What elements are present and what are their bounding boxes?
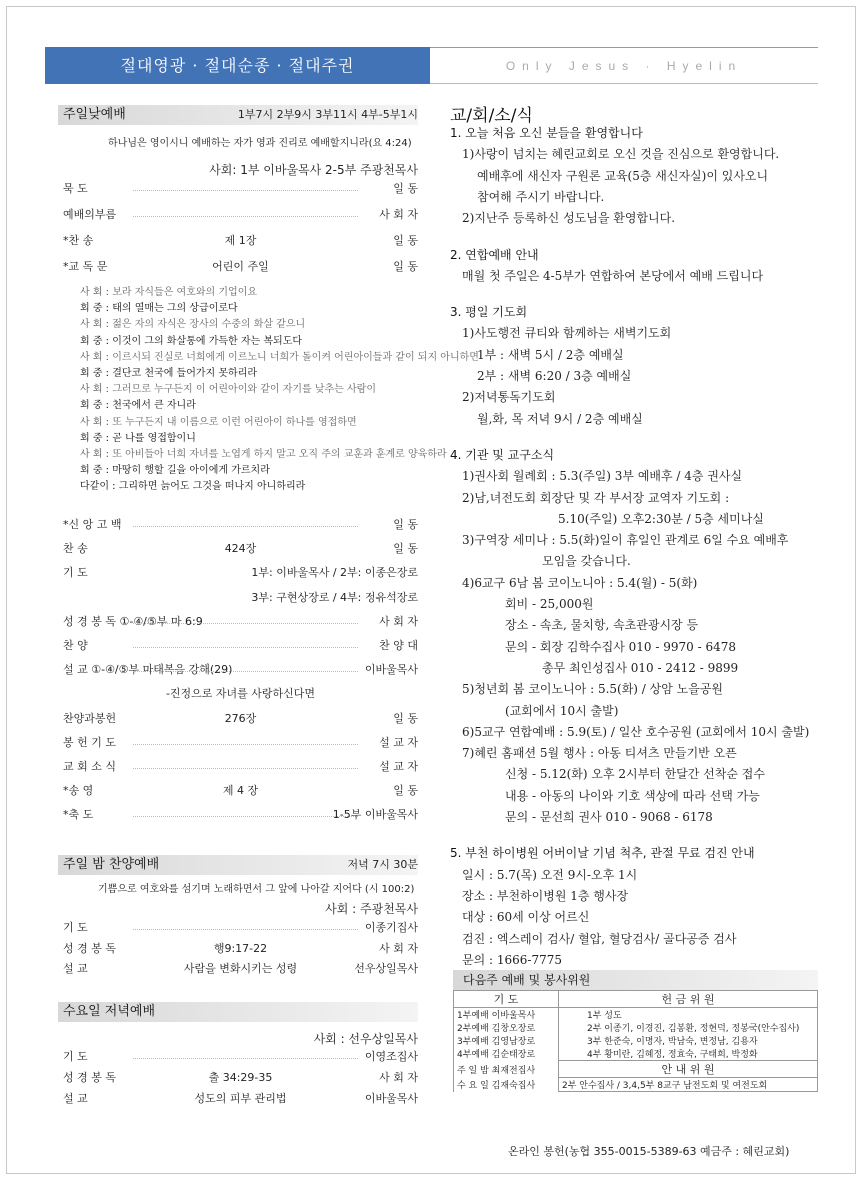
news-line: 신청 - 5.12(화) 오후 2시부터 한달간 선착순 접수 [505, 767, 765, 782]
order-label: *교 독 문 [63, 260, 108, 273]
header-tagline: Only Jesus · Hyelin [430, 47, 818, 84]
order-right: 찬 양 대 [379, 639, 418, 652]
leader-dots [133, 216, 358, 217]
responsive-line [80, 315, 305, 330]
order-center: 행9:17-22 [213, 941, 268, 955]
order-row [63, 710, 418, 726]
responsive-text: 결단코 천국에 들어가지 못하리라 [112, 368, 258, 379]
order-label: 찬양과봉헌 [63, 711, 117, 725]
order-row [63, 685, 418, 701]
order-label: 예배의부름 [63, 208, 117, 221]
leader-dots [133, 1058, 358, 1059]
responsive-speaker: 사 회 : [80, 384, 113, 396]
responsive-speaker: 회 중 : [80, 303, 113, 315]
news-line: 참여해 주시기 바랍니다. [477, 189, 605, 204]
offering-service: 4부 [587, 1050, 605, 1060]
offering-service: 1부 [587, 1011, 605, 1021]
leader-dots [133, 671, 358, 672]
responsive-speaker: 회 중 : [80, 400, 113, 412]
order-label: 성 경 봉 독 ①-④/⑤부 마 6:9 [63, 614, 203, 628]
leader-dots [133, 623, 358, 624]
order-row [63, 734, 418, 750]
prayer-cell [454, 1047, 559, 1061]
online-offering: 온라인 봉헌(농협 355-0015-5389-63 예금주 : 혜린교회) [508, 1145, 790, 1158]
prayer-service: 주 일 밤 [457, 1065, 492, 1076]
order-center: 제 4 장 [222, 784, 259, 798]
prayer-cell [454, 1034, 559, 1047]
order-right: 사 회 자 [379, 941, 418, 955]
order-row [63, 232, 418, 248]
order-label: *축 도 [63, 808, 94, 822]
offering-col-header: 헌 금 위 원 [559, 991, 818, 1008]
sunday-service-times: 1부7시 2부9시 3부11시 4부-5부1시 [237, 108, 418, 121]
volunteer-table [453, 990, 818, 1092]
sunday-night-time: 저녁 7시 30분 [347, 858, 418, 871]
sunday-service-header [58, 105, 418, 125]
order-row [63, 661, 418, 677]
responsive-text: 젊은 자의 자식은 장사의 수중의 화살 같으니 [112, 319, 306, 331]
order-row [63, 1069, 418, 1085]
responsive-line [80, 332, 302, 347]
wednesday-title: 수요일 저녁예배 [63, 1004, 156, 1019]
news-title: 교/회/소/식 [450, 106, 533, 126]
order-row [63, 564, 418, 580]
order-row [63, 919, 418, 935]
responsive-text: 보라 자식들은 여호와의 기업이요 [112, 287, 258, 298]
order-right: 선우상일목사 [354, 962, 418, 975]
responsive-line [80, 364, 257, 379]
news-line: 일시 : 5.7(목) 오전 9시-오후 1시 [462, 867, 638, 882]
order-right: 1-5부 이바울목사 [332, 808, 418, 822]
responsive-speaker: 다같이 : [80, 481, 119, 493]
offering-service: 3부 [587, 1037, 605, 1047]
news-line: 5)청년회 봄 코이노니아 : 5.5(화) / 상암 노을공원 [462, 682, 724, 697]
responsive-text: 곧 나를 영접함이니 [112, 432, 196, 444]
news-heading: 4. 기관 및 교구소식 [450, 447, 555, 462]
news-line: 문의 : 1666-7775 [462, 952, 562, 967]
order-label: 기 도 [63, 566, 88, 580]
prayer-name: 이바울목사 [491, 1011, 536, 1021]
wednesday-header [58, 1002, 418, 1022]
prayer-cell [454, 1061, 559, 1078]
order-row [63, 589, 418, 605]
responsive-speaker: 사 회 : [80, 416, 113, 428]
news-line: (교회에서 10시 출발) [505, 703, 619, 718]
offering-names: 황미란, 김혜정, 정효숙, 구태희, 박정화 [604, 1050, 758, 1060]
responsive-speaker: 회 중 : [80, 368, 113, 379]
order-right: 일 동 [393, 711, 418, 725]
offering-cell [559, 1034, 818, 1047]
responsive-line [80, 283, 257, 298]
responsive-speaker: 회 중 : [80, 465, 113, 477]
prayer-name: 김순태장로 [491, 1050, 536, 1061]
news-line: 매월 첫 주일은 4-5부가 연합하여 본당에서 예배 드립니다 [462, 268, 764, 283]
news-line: 문의 - 회장 김학수집사 010 - 9970 - 6478 [505, 639, 736, 654]
sunday-night-verse: 기쁨으로 여호와를 섬기며 노래하면서 그 앞에 나아갈 지어다 (시 100:2) [98, 884, 415, 895]
news-heading: 3. 평일 기도회 [450, 305, 528, 320]
news-line: 2부 : 새벽 6:20 / 3층 예배실 [477, 369, 632, 383]
responsive-speaker: 사 회 : [80, 319, 113, 331]
responsive-text: 또 누구든지 내 이름으로 이런 어린아이 하나를 영접하면 [112, 416, 357, 428]
responsive-speaker: 사 회 : [80, 449, 113, 460]
order-right: 3부: 구현상장로 / 4부: 정유석장로 [251, 590, 418, 604]
prayer-name: 김영남장로 [491, 1037, 536, 1047]
prayer-cell [454, 1021, 559, 1034]
responsive-text: 또 아비들아 너희 자녀를 노엽게 하지 말고 오직 주의 교훈과 훈계로 양육하라 [112, 449, 447, 460]
order-right: 설 교 자 [379, 735, 418, 749]
responsive-line [80, 348, 479, 363]
ushers-cell: 2부 안수집사 / 3,4,5부 8교구 남전도회 및 여전도회 [559, 1078, 818, 1092]
order-label: 찬 송 [63, 542, 88, 556]
news-line: 총무 최인성집사 010 - 2412 - 9899 [542, 660, 739, 675]
responsive-line [80, 380, 376, 395]
order-right: 사 회 자 [379, 208, 418, 221]
responsive-line [80, 396, 196, 411]
order-row [63, 806, 418, 822]
order-row [63, 940, 418, 956]
order-row [63, 1048, 418, 1064]
offering-cell [559, 1021, 818, 1034]
news-line: 7)혜린 홈패션 5월 행사 : 아동 티셔츠 만들기반 오픈 [462, 746, 737, 761]
header-banner: 절대영광 · 절대순종 · 절대주권 [45, 47, 430, 84]
order-label: 기 도 [63, 921, 88, 934]
order-right: 이바울목사 [364, 1092, 418, 1105]
sunday-presider: 사회: 1부 이바울목사 2-5부 주광천목사 [209, 163, 418, 177]
offering-names: 이종기, 이경진, 김봉환, 정현덕, 정봉국(안수집사) [604, 1024, 800, 1034]
order-label: *송 영 [63, 784, 94, 798]
news-line: 장소 : 부천하이병원 1층 행사장 [462, 888, 629, 903]
prayer-name: 김창오장로 [491, 1024, 536, 1034]
sunday-service-title: 주일낮예배 [63, 107, 126, 122]
order-right: 사 회 자 [379, 614, 418, 628]
order-label: 교 회 소 식 [63, 760, 116, 773]
order-center: 424장 [224, 542, 257, 556]
order-row [63, 180, 418, 196]
prayer-name: 김재숙집사 [491, 1081, 536, 1091]
leader-dots [133, 816, 358, 817]
prayer-cell [454, 1008, 559, 1022]
responsive-text: 그리하면 늙어도 그것을 떠나지 아니하리라 [118, 481, 306, 493]
news-line: 2)지난주 등록하신 성도님을 환영합니다. [462, 211, 676, 226]
order-right: 일 동 [393, 182, 418, 195]
prayer-col-header: 기 도 [454, 991, 559, 1008]
news-line: 검진 : 엑스레이 검사/ 혈압, 혈당검사/ 골다공증 검사 [462, 931, 737, 946]
order-right: 이종기집사 [364, 921, 418, 934]
responsive-text: 이것이 그의 화살통에 가득한 자는 복되도다 [112, 335, 303, 347]
order-row [63, 758, 418, 774]
leader-dots [133, 647, 358, 648]
news-line: 2)저녁통독기도회 [462, 390, 556, 405]
news-line: 대상 : 60세 이상 어르신 [462, 910, 590, 925]
leader-dots [133, 929, 358, 930]
prayer-service: 수 요 일 [457, 1081, 492, 1091]
leader-dots [133, 526, 358, 527]
next-week-title: 다음주 예배 및 봉사위원 [463, 973, 591, 987]
prayer-cell [454, 1078, 559, 1092]
order-row [63, 516, 418, 532]
order-center: 출 34:29-35 [208, 1071, 273, 1084]
offering-names: 한준숙, 이명자, 박남숙, 변정남, 김용자 [604, 1037, 758, 1047]
order-label: 찬 양 [63, 639, 88, 652]
order-row [63, 1090, 418, 1106]
leader-dots [133, 744, 358, 745]
order-row [63, 613, 418, 629]
order-label: *신 앙 고 백 [63, 518, 122, 531]
order-label: 설 교 [63, 962, 88, 975]
responsive-line [80, 445, 447, 460]
ushers-header: 안 내 위 원 [559, 1061, 818, 1078]
order-label: 묵 도 [63, 182, 88, 195]
news-line: 6)5교구 연합예배 : 5.9(토) / 일산 호수공원 (교회에서 10시 출발) [462, 724, 810, 739]
news-line: 내용 - 아동의 나이와 기호 색상에 따라 선택 가능 [505, 788, 760, 803]
order-label: 설 교 ①-④/⑤부 마태복음 강해(29) [63, 663, 233, 677]
responsive-text: 그러므로 누구든지 이 어린아이와 같이 자기를 낮추는 사람이 [112, 384, 376, 396]
sunday-night-title: 주일 밤 찬양예배 [63, 857, 160, 872]
news-line: 1)권사회 월례회 : 5.3(주일) 3부 예배후 / 4층 권사실 [462, 469, 743, 484]
leader-dots [133, 190, 358, 191]
offering-cell [559, 1008, 818, 1022]
order-right: 이바울목사 [364, 663, 418, 677]
responsive-line [80, 477, 305, 492]
prayer-service: 4부예배 [457, 1050, 492, 1061]
order-right: 설 교 자 [379, 760, 418, 773]
leader-dots [133, 768, 358, 769]
responsive-line [80, 299, 238, 314]
news-line: 5.10(주일) 오후2:30분 / 5층 세미나실 [558, 511, 764, 526]
responsive-text: 이르시되 진실로 너희에게 이르노니 너희가 돌이켜 어린아이들과 같이 되지 아니하면 [112, 351, 479, 363]
responsive-line [80, 429, 196, 444]
news-line: 문의 - 문선희 권사 010 - 9068 - 6178 [505, 810, 713, 824]
news-line: 4)6교구 6남 봄 코이노니아 : 5.4(월) - 5(화) [462, 575, 698, 590]
order-right: 일 동 [393, 542, 418, 556]
responsive-speaker: 사 회 : [80, 287, 113, 298]
news-heading: 1. 오늘 처음 오신 분들을 환영합니다 [450, 126, 643, 140]
news-heading: 5. 부천 하이병원 어버이날 기념 척추, 관절 무료 검진 안내 [450, 846, 755, 861]
responsive-speaker: 회 중 : [80, 335, 113, 347]
responsive-line [80, 461, 270, 476]
order-right: 일 동 [393, 260, 418, 273]
news-line: 1부 : 새벽 5시 / 2층 예배실 [477, 347, 624, 362]
news-line: 2)남,녀전도회 회장단 및 각 부서장 교역자 기도회 : [462, 490, 730, 505]
order-label: 성 경 봉 독 [63, 1071, 116, 1084]
order-label: *찬 송 [63, 234, 94, 247]
order-label: 기 도 [63, 1050, 88, 1063]
sunday-night-presider: 사회 : 주광천목사 [325, 902, 418, 916]
offering-cell [559, 1047, 818, 1061]
news-line: 회비 - 25,000원 [505, 597, 594, 611]
order-right: 1부: 이바울목사 / 2부: 이종은장로 [251, 566, 418, 580]
prayer-service: 3부예배 [457, 1037, 492, 1047]
responsive-text: 천국에서 큰 자니라 [112, 400, 196, 412]
order-center: 사람을 변화시키는 성령 [183, 962, 298, 975]
order-right: 일 동 [393, 784, 418, 798]
wednesday-presider: 사회 : 선우상일목사 [313, 1032, 418, 1046]
order-row [63, 540, 418, 556]
prayer-name: 최재전집사 [491, 1065, 536, 1076]
sunday-night-header [58, 855, 418, 875]
order-label: 설 교 [63, 1092, 88, 1105]
order-label: 봉 헌 기 도 [63, 735, 116, 749]
prayer-service: 1부예배 [457, 1011, 492, 1021]
order-row [63, 960, 418, 976]
responsive-speaker: 사 회 : [80, 351, 113, 363]
order-row [63, 637, 418, 653]
responsive-line [80, 413, 357, 428]
responsive-text: 태의 열매는 그의 상급이로다 [112, 303, 238, 315]
order-row [63, 206, 418, 222]
sunday-verse: 하나님은 영이시니 예배하는 자가 영과 진리로 예배할지니라(요 4:24) [108, 138, 412, 149]
offering-names: 성도 [604, 1011, 622, 1021]
order-center: 성도의 피부 관리법 [194, 1092, 287, 1105]
order-center: 어린이 주일 [212, 260, 269, 273]
order-center: 276장 [224, 711, 257, 725]
responsive-text: 마땅히 행할 길을 아이에게 가르치라 [112, 465, 270, 477]
order-center: 제 1장 [224, 234, 257, 247]
order-right: 사 회 자 [379, 1071, 418, 1084]
prayer-service: 2부예배 [457, 1024, 492, 1034]
order-label: 성 경 봉 독 [63, 941, 116, 955]
news-heading: 2. 연합예배 안내 [450, 247, 539, 262]
news-line: 1)사도행전 큐티와 함께하는 새벽기도회 [462, 326, 672, 341]
news-line: 장소 - 속초, 물치항, 속초관광시장 등 [505, 618, 699, 633]
order-center: -진정으로 자녀를 사랑하신다면 [165, 687, 316, 701]
news-line: 월,화, 목 저녁 9시 / 2층 예배실 [477, 411, 643, 426]
news-line: 3)구역장 세미나 : 5.5(화)일이 휴일인 관계로 6일 수요 예배후 [462, 533, 789, 548]
news-line: 예배후에 새신자 구원론 교육(5층 새신자실)이 있사오니 [477, 168, 769, 183]
news-line: 모임을 갖습니다. [542, 554, 631, 569]
order-right: 일 동 [393, 518, 418, 531]
order-right: 이영조집사 [364, 1050, 418, 1063]
news-line: 1)사랑이 넘치는 혜린교회로 오신 것을 진심으로 환영합니다. [462, 147, 780, 162]
order-row [63, 258, 418, 274]
order-row [63, 782, 418, 798]
responsive-speaker: 회 중 : [80, 432, 113, 444]
order-right: 일 동 [393, 234, 418, 247]
offering-service: 2부 [587, 1024, 605, 1034]
next-week-header [453, 970, 818, 990]
